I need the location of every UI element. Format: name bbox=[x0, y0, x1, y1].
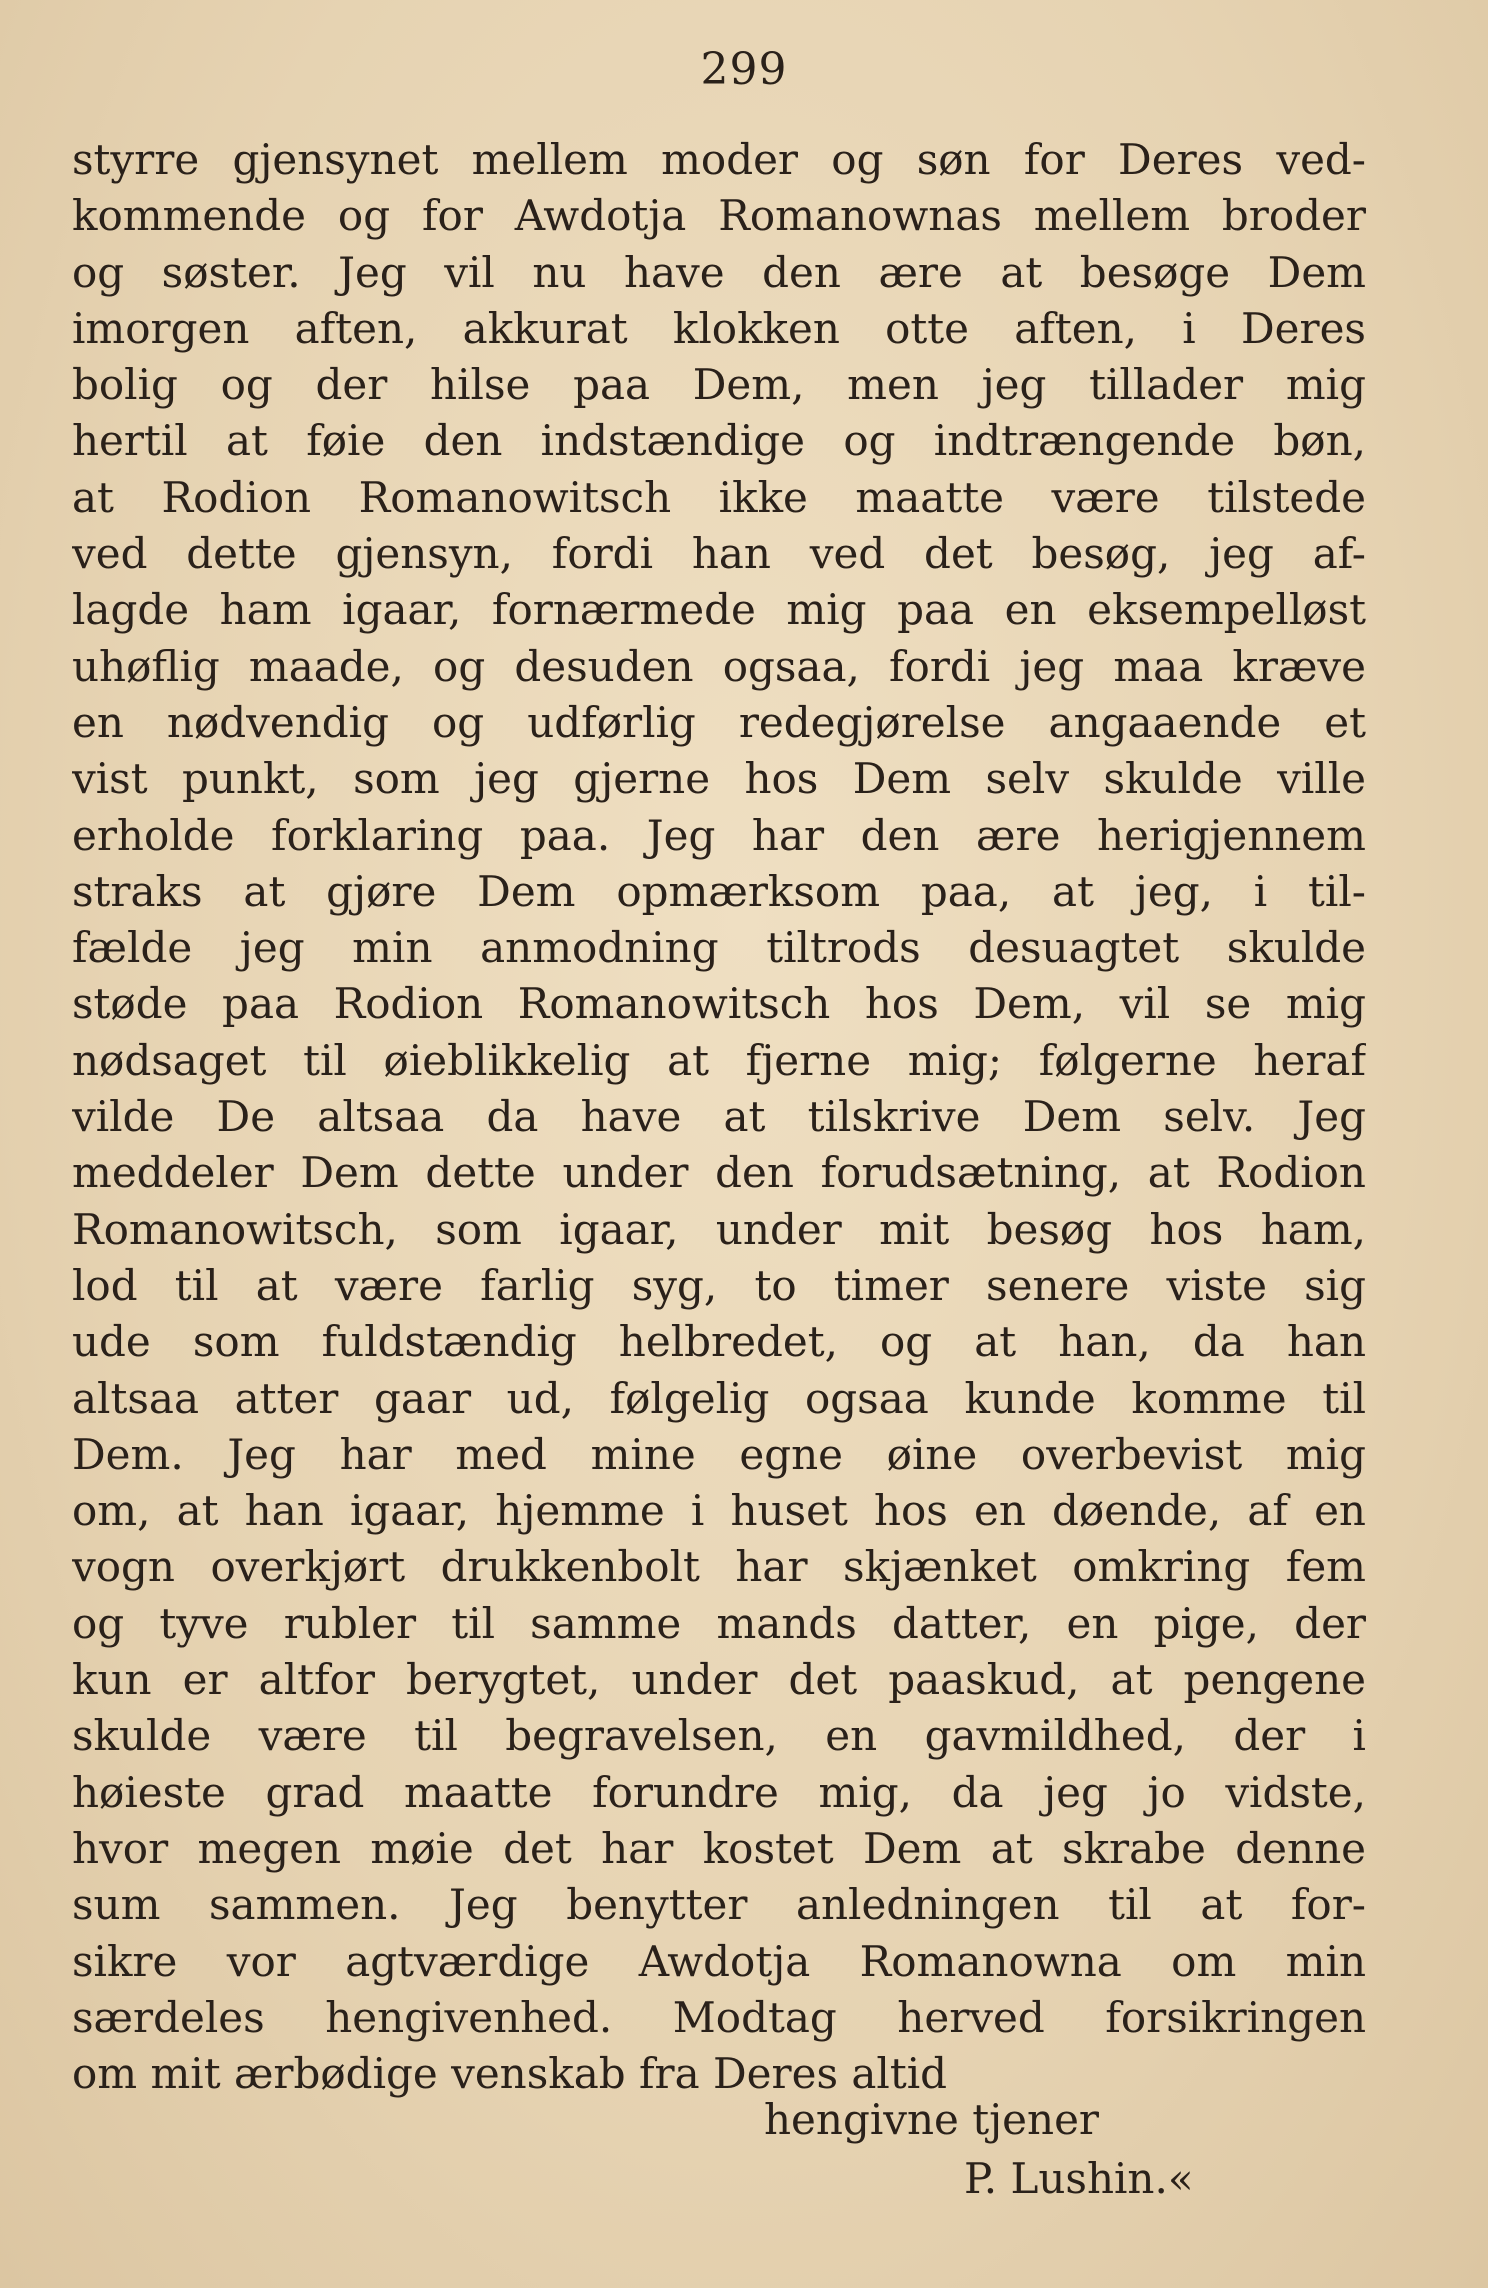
text-line: sum sammen. Jeg benytter anledningen til at for- bbox=[72, 1880, 1366, 1930]
text-line: ude som fuldstændig helbredet, og at han, da han bbox=[72, 1317, 1366, 1367]
text-line: vogn overkjørt drukkenbolt har skjænket omkring fem bbox=[72, 1542, 1366, 1592]
letter-body bbox=[72, 132, 1366, 2102]
text-line: altsaa atter gaar ud, følgelig ogsaa kunde komme til bbox=[72, 1373, 1366, 1423]
text-line: kun er altfor berygtet, under det paaskud, at pengene bbox=[72, 1655, 1366, 1705]
text-line: hvor megen møie det har kostet Dem at skrabe denne bbox=[72, 1823, 1366, 1873]
text-line: særdeles hengivenhed. Modtag herved forsikringen bbox=[72, 1992, 1366, 2042]
text-line: straks at gjøre Dem opmærksom paa, at jeg, i til- bbox=[72, 866, 1366, 916]
text-line: styrre gjensynet mellem moder og søn for Deres ved- bbox=[72, 135, 1366, 184]
text-line: nødsaget til øieblikkelig at fjerne mig; følgerne heraf bbox=[72, 1035, 1366, 1085]
text-line: om, at han igaar, hjemme i huset hos en døende, af en bbox=[72, 1486, 1366, 1536]
text-line: vilde De altsaa da have at tilskrive Dem selv. Jeg bbox=[72, 1092, 1366, 1142]
text-line: høieste grad maatte forundre mig, da jeg jo vidste, bbox=[72, 1767, 1366, 1817]
text-line: fælde jeg min anmodning tiltrods desuagtet skulde bbox=[72, 923, 1366, 973]
text-line: og tyve rubler til samme mands datter, en pige, der bbox=[72, 1598, 1366, 1648]
letter-signature: P. Lushin.« bbox=[964, 2154, 1194, 2203]
text-line: meddeler Dem dette under den forudsætning, at Rodion bbox=[72, 1148, 1366, 1198]
text-line: bolig og der hilse paa Dem, men jeg tillader mig bbox=[72, 360, 1366, 410]
text-line: uhøflig maade, og desuden ogsaa, fordi jeg maa kræve bbox=[72, 641, 1366, 691]
text-line: hertil at føie den indstændige og indtrængende bøn, bbox=[72, 416, 1366, 466]
text-line: ved dette gjensyn, fordi han ved det besøg, jeg af- bbox=[72, 529, 1366, 579]
text-line: sikre vor agtværdige Awdotja Romanowna om min bbox=[72, 1936, 1366, 1986]
text-line: erholde forklaring paa. Jeg har den ære herigjennem bbox=[72, 810, 1366, 860]
letter-closing: hengivne tjener bbox=[764, 2095, 1099, 2144]
text-line: vist punkt, som jeg gjerne hos Dem selv skulde ville bbox=[72, 754, 1366, 804]
text-line: og søster. Jeg vil nu have den ære at besøge Dem bbox=[72, 247, 1366, 297]
text-line: kommende og for Awdotja Romanownas mellem broder bbox=[72, 191, 1366, 241]
text-line: lagde ham igaar, fornærmede mig paa en eksempelløst bbox=[72, 585, 1366, 635]
text-line: Dem. Jeg har med mine egne øine overbevist mig bbox=[72, 1429, 1366, 1479]
text-line: Romanowitsch, som igaar, under mit besøg hos ham, bbox=[72, 1204, 1366, 1254]
text-line: imorgen aften, akkurat klokken otte aften, i Deres bbox=[72, 303, 1366, 353]
text-line: lod til at være farlig syg, to timer senere viste sig bbox=[72, 1260, 1366, 1310]
text-line: støde paa Rodion Romanowitsch hos Dem, vil se mig bbox=[72, 979, 1366, 1029]
text-line: om mit ærbødige venskab fra Deres altid bbox=[72, 2049, 948, 2099]
text-line: at Rodion Romanowitsch ikke maatte være tilstede bbox=[72, 472, 1366, 522]
text-line: en nødvendig og udførlig redegjørelse angaaende et bbox=[72, 697, 1366, 747]
text-line: skulde være til begravelsen, en gavmildhed, der i bbox=[72, 1711, 1366, 1761]
page-number: 299 bbox=[700, 44, 788, 95]
